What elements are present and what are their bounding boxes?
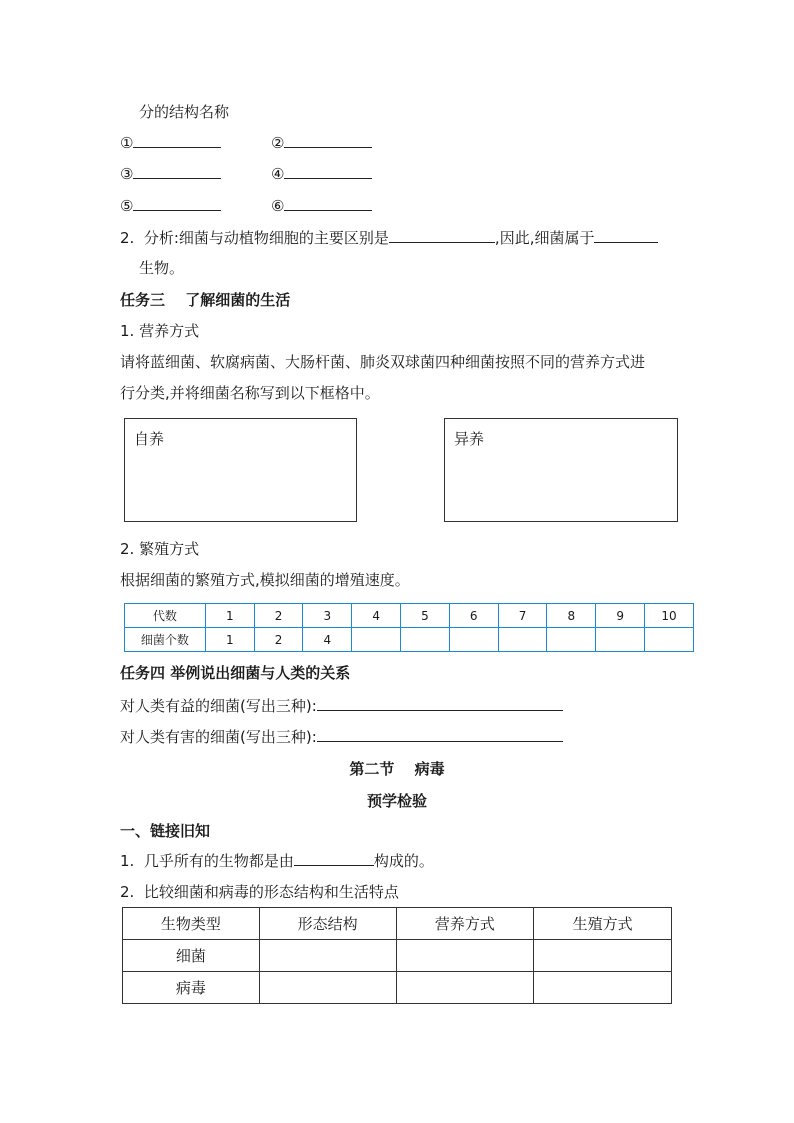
table-header-cell: 生物类型	[123, 908, 260, 940]
table-cell[interactable]	[396, 940, 534, 972]
answer-blank[interactable]	[133, 133, 221, 148]
count-cell[interactable]	[547, 628, 596, 652]
table-row	[123, 908, 672, 940]
count-cell[interactable]	[645, 628, 694, 652]
generation-cell: 5	[401, 604, 450, 628]
section-subtitle: 预学检验	[366, 792, 427, 810]
section-q1: 1. 几乎所有的生物都是由 构成的。	[120, 852, 434, 870]
table-cell: 病毒	[123, 972, 260, 1004]
generation-cell: 8	[547, 604, 596, 628]
section-title: 第二节 病毒	[349, 760, 445, 778]
section-heading: 一、链接旧知	[120, 822, 211, 840]
answer-blank[interactable]	[317, 727, 563, 742]
heterotroph-box[interactable]	[444, 418, 678, 522]
benefit-line: 对人类有益的细菌(写出三种):	[120, 696, 563, 716]
answer-blank[interactable]	[317, 696, 563, 711]
task3-sub1: 1. 营养方式	[120, 322, 200, 340]
question-2-cont: 生物。	[139, 259, 185, 277]
section-q2: 2. 比较细菌和病毒的形态结构和生活特点	[120, 883, 399, 901]
structure-item-6: ⑥	[271, 196, 372, 216]
table-header-cell: 生殖方式	[534, 908, 672, 940]
table-header-cell: 代数	[125, 604, 206, 628]
table-cell[interactable]	[259, 940, 396, 972]
comparison-table	[122, 907, 672, 1004]
generation-cell: 3	[303, 604, 352, 628]
count-cell[interactable]	[596, 628, 645, 652]
generation-cell: 10	[645, 604, 694, 628]
count-cell[interactable]	[449, 628, 498, 652]
task3-title: 任务三 了解细菌的生活	[120, 291, 291, 309]
generation-cell: 1	[205, 604, 254, 628]
table-row	[123, 940, 672, 972]
answer-blank[interactable]	[594, 228, 658, 243]
task3-para-line2: 行分类,并将细菌名称写到以下框格中。	[120, 384, 380, 402]
task3-para-line1: 请将蓝细菌、软腐病菌、大肠杆菌、肺炎双球菌四种细菌按照不同的营养方式进	[120, 353, 646, 371]
answer-blank[interactable]	[133, 164, 221, 179]
generation-cell: 2	[254, 604, 303, 628]
table-row	[123, 972, 672, 1004]
generation-cell: 7	[498, 604, 547, 628]
table-row	[125, 628, 694, 652]
table-header-cell: 营养方式	[396, 908, 534, 940]
answer-blank[interactable]	[284, 196, 372, 211]
answer-blank[interactable]	[294, 851, 374, 866]
answer-blank[interactable]	[133, 196, 221, 211]
table-header-cell: 细菌个数	[125, 628, 206, 652]
table-cell[interactable]	[534, 940, 672, 972]
autotroph-label: 自养	[134, 430, 165, 448]
answer-blank[interactable]	[284, 133, 372, 148]
count-cell[interactable]	[401, 628, 450, 652]
table-header-cell: 形态结构	[259, 908, 396, 940]
heterotroph-label: 异养	[454, 430, 485, 448]
structure-item-3: ③	[120, 164, 221, 184]
generation-cell: 4	[352, 604, 401, 628]
answer-blank[interactable]	[284, 164, 372, 179]
count-cell[interactable]	[498, 628, 547, 652]
table-cell[interactable]	[396, 972, 534, 1004]
task3-sub2: 2. 繁殖方式	[120, 540, 200, 558]
count-cell[interactable]: 4	[303, 628, 352, 652]
table-cell[interactable]	[534, 972, 672, 1004]
task3-para2: 根据细菌的繁殖方式,模拟细菌的增殖速度。	[120, 571, 410, 589]
harm-line: 对人类有害的细菌(写出三种):	[120, 727, 563, 747]
table-cell[interactable]	[259, 972, 396, 1004]
count-cell[interactable]	[352, 628, 401, 652]
task4-title: 任务四 举例说出细菌与人类的关系	[120, 664, 351, 682]
continuation-text: 分的结构名称	[139, 103, 230, 121]
question-2: 2. 分析:细菌与动植物细胞的主要区别是 ,因此,细菌属于	[120, 228, 658, 248]
reproduction-table	[124, 603, 694, 652]
structure-item-4: ④	[271, 164, 372, 184]
count-cell[interactable]: 2	[254, 628, 303, 652]
structure-item-1: ①	[120, 133, 221, 153]
answer-blank[interactable]	[389, 228, 495, 243]
count-cell[interactable]: 1	[205, 628, 254, 652]
table-cell: 细菌	[123, 940, 260, 972]
generation-cell: 9	[596, 604, 645, 628]
structure-item-2: ②	[271, 133, 372, 153]
table-row	[125, 604, 694, 628]
generation-cell: 6	[449, 604, 498, 628]
autotroph-box[interactable]	[124, 418, 357, 522]
structure-item-5: ⑤	[120, 196, 221, 216]
